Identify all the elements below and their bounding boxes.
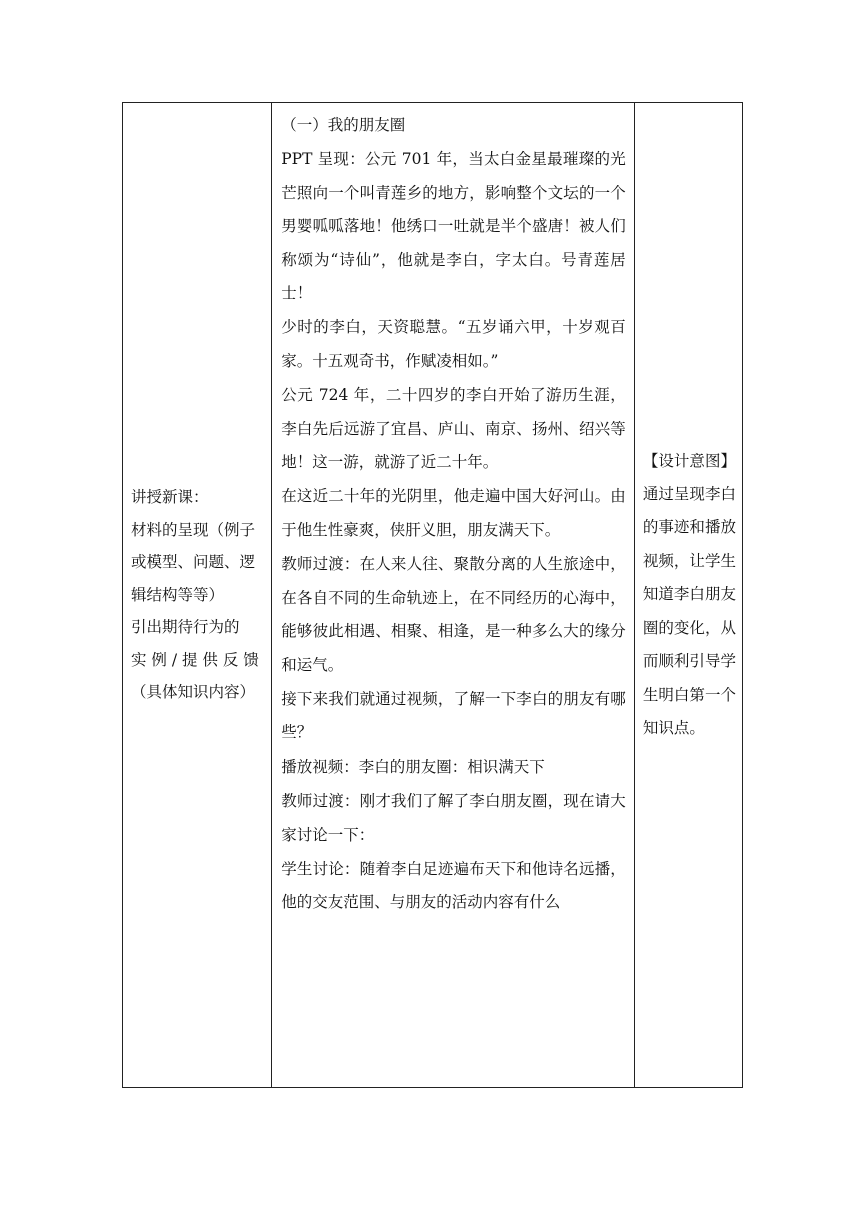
content-paragraph: 在这近二十年的光阴里，他走遍中国大好河山。由于他生性豪爽，侠肝义胆，朋友满天下。 — [281, 487, 626, 539]
content-paragraph: 公元 724 年，二十四岁的李白开始了游历生涯，李白先后远游了宜昌、庐山、南京、扬州、绍兴等地！这一游，就游了近二十年。 — [281, 386, 626, 472]
content-body — [272, 103, 634, 1081]
stage-line: 讲授新课： — [131, 488, 209, 507]
stage-line: 或模型、问题、逻 — [131, 553, 256, 572]
content-paragraph: 接下来我们就通过视频，了解一下李白的朋友有哪些？ — [281, 689, 626, 742]
table-row — [123, 103, 743, 1088]
stage-line: 材料的呈现（例子 — [131, 520, 256, 539]
section-heading: （一）我的朋友圈 — [281, 116, 406, 134]
stage-line: （具体知识内容） — [131, 683, 256, 702]
stage-line: 辑结构等等） — [131, 585, 225, 604]
design-intent-text: 【设计意图】通过呈现李白的事迹和播放视频，让学生知道李白朋友圈的变化，从而顺利引导学生明白第一个知识点。 — [642, 451, 736, 737]
stage-description — [131, 481, 265, 709]
stage-cell — [123, 103, 272, 1088]
content-cell — [272, 103, 635, 1088]
lesson-plan-table — [122, 102, 743, 1088]
stage-line: 引出期待行为的 — [131, 618, 240, 637]
content-paragraph: 学生讨论：随着李白足迹遍布天下和他诗名远播，他的交友范围、与朋友的活动内容有什么 — [281, 859, 626, 912]
design-intent-cell — [634, 103, 742, 1088]
content-paragraph: PPT 呈现：公元 701 年，当太白金星最璀璨的光芒照向一个叫青莲乡的地方，影响整个文坛的一个男婴呱呱落地！他绣口一吐就是半个盛唐！被人们称颂为“诗仙”，他就是李白，字太白。号青莲居士！ — [281, 150, 626, 303]
content-paragraph: 教师过渡：刚才我们了解了李白朋友圈，现在请大家讨论一下： — [281, 792, 626, 844]
content-paragraph: 少时的李白，天资聪慧。“五岁诵六甲，十岁观百家。十五观奇书，作赋凌相如。” — [281, 318, 626, 370]
content-paragraph: 播放视频：李白的朋友圈：相识满天下 — [281, 757, 545, 776]
content-paragraph: 教师过渡：在人来人往、聚散分离的人生旅途中，在各自不同的生命轨迹上，在不同经历的心海中，能够彼此相遇、相聚、相逢，是一种多么大的缘分和运气。 — [281, 555, 626, 674]
stage-line: 实 例 / 提 供 反 馈 — [131, 650, 259, 669]
